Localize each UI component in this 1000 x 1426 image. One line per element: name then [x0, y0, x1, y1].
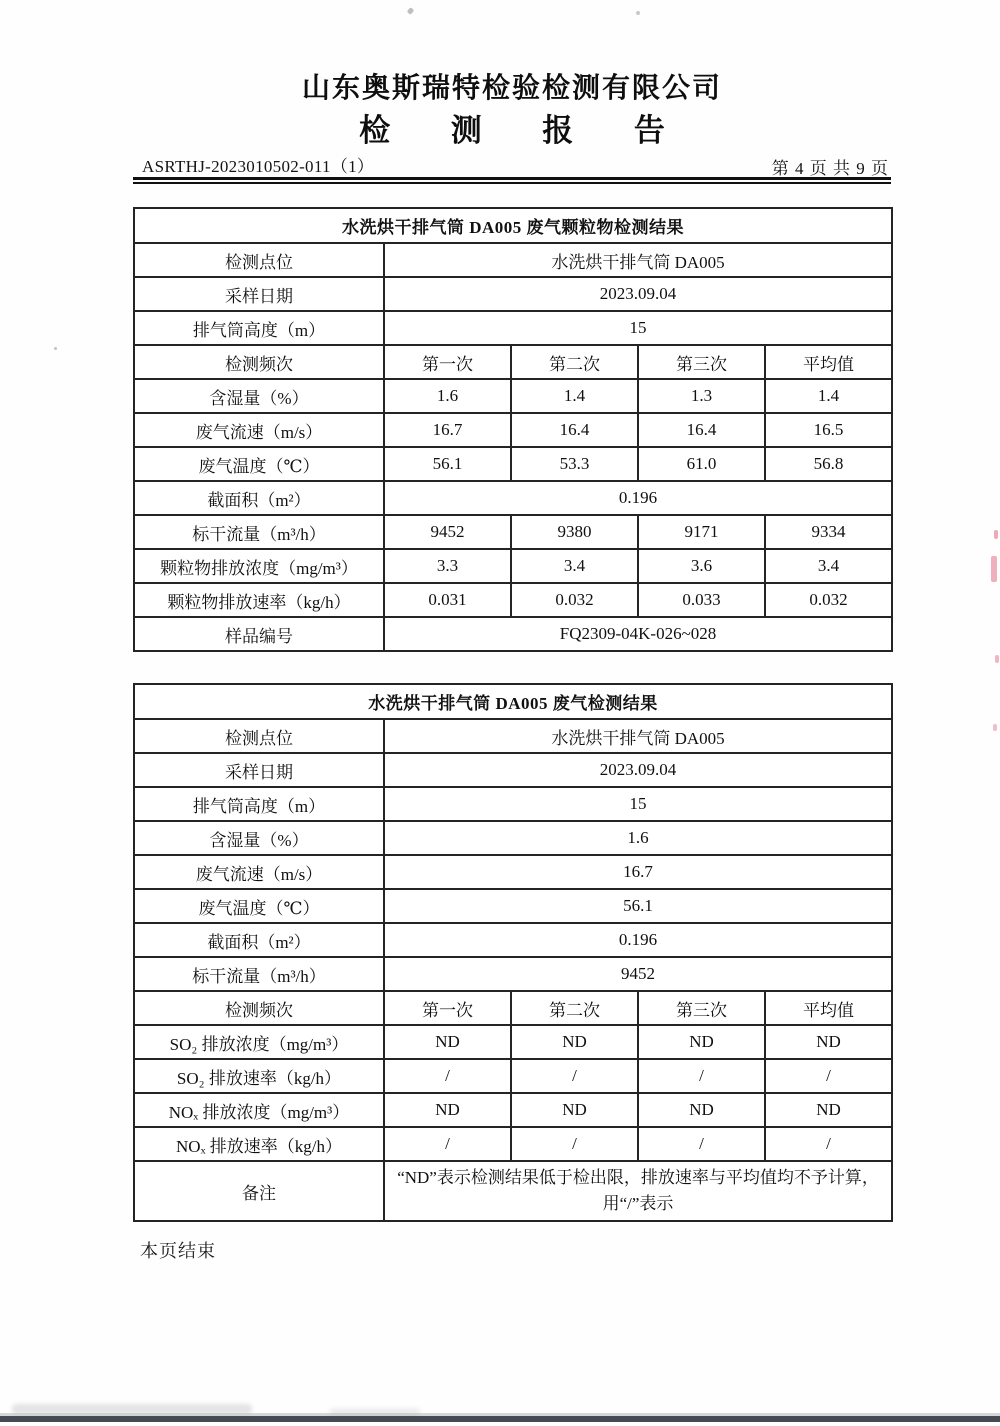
end-of-page-note: 本页结束	[140, 1241, 216, 1261]
cell-value: 2023.09.04	[384, 753, 892, 787]
cell-value: ND	[384, 1025, 511, 1059]
cell-value: 16.7	[384, 855, 892, 889]
cell-value: 9452	[384, 957, 892, 991]
company-name: 山东奥斯瑞特检验检测有限公司	[301, 72, 722, 103]
cell-value: 3.3	[384, 549, 511, 583]
cell-value: ND	[638, 1093, 765, 1127]
table-row	[134, 1059, 892, 1093]
column-header: 第二次	[511, 991, 638, 1025]
table-row	[134, 957, 892, 991]
table-row	[134, 311, 892, 345]
scan-speck	[407, 7, 415, 15]
table-row	[134, 991, 892, 1025]
cell-value: /	[384, 1127, 511, 1161]
table-row	[134, 1161, 892, 1221]
cell-value: ND	[638, 1025, 765, 1059]
row-label: 排气筒高度（m）	[134, 311, 384, 345]
row-label: 含湿量（%）	[134, 821, 384, 855]
cell-value: 56.1	[384, 447, 511, 481]
table-row	[134, 1093, 892, 1127]
header-meta-row	[133, 152, 891, 176]
cell-value: 0.031	[384, 583, 511, 617]
row-label: 样品编号	[134, 617, 384, 651]
table-title-row	[134, 208, 892, 243]
row-label: 检测点位	[134, 719, 384, 753]
row-label: NOₓ 排放速率（kg/h）	[134, 1127, 384, 1161]
cell-value: /	[511, 1127, 638, 1161]
row-label: 含湿量（%）	[134, 379, 384, 413]
row-label: 颗粒物排放浓度（mg/m³）	[134, 549, 384, 583]
cell-value: 1.6	[384, 379, 511, 413]
page-number: 第 4 页 共 9 页	[771, 159, 889, 178]
cell-value: /	[638, 1059, 765, 1093]
table-row	[134, 549, 892, 583]
cell-value: 0.032	[511, 583, 638, 617]
cell-value: ND	[511, 1093, 638, 1127]
cell-value: 9334	[765, 515, 892, 549]
red-stamp-bleed-mark	[994, 530, 998, 539]
table-row	[134, 753, 892, 787]
column-header: 第三次	[638, 991, 765, 1025]
cell-value: 1.4	[511, 379, 638, 413]
column-header: 第一次	[384, 991, 511, 1025]
cell-value: ND	[511, 1025, 638, 1059]
cell-value: 1.3	[638, 379, 765, 413]
cell-value: 56.8	[765, 447, 892, 481]
column-header: 平均值	[765, 345, 892, 379]
row-label: 采样日期	[134, 277, 384, 311]
cell-value: 1.4	[765, 379, 892, 413]
table-title: 水洗烘干排气筒 DA005 废气颗粒物检测结果	[134, 208, 892, 243]
red-stamp-bleed-mark	[991, 556, 997, 582]
cell-value: 16.5	[765, 413, 892, 447]
table-row	[134, 277, 892, 311]
table-row	[134, 821, 892, 855]
table-row	[134, 617, 892, 651]
cell-value: 0.033	[638, 583, 765, 617]
cell-value: 水洗烘干排气筒 DA005	[384, 719, 892, 753]
row-label: 颗粒物排放速率（kg/h）	[134, 583, 384, 617]
row-label: SO₂ 排放速率（kg/h）	[134, 1059, 384, 1093]
table-row	[134, 855, 892, 889]
table-row	[134, 379, 892, 413]
scanned-page-edge	[0, 1416, 1000, 1422]
remark-text: “ND”表示检测结果低于检出限，排放速率与平均值均不予计算，用“/”表示	[384, 1161, 892, 1221]
table-row	[134, 1025, 892, 1059]
cell-value: 9380	[511, 515, 638, 549]
cell-value: /	[765, 1059, 892, 1093]
cell-value: /	[765, 1127, 892, 1161]
table-row	[134, 583, 892, 617]
scan-speck	[636, 11, 640, 15]
red-stamp-bleed-mark	[995, 655, 999, 663]
table-row	[134, 481, 892, 515]
report-title: 检 测 报 告	[359, 113, 691, 148]
cell-value: 3.4	[765, 549, 892, 583]
row-label: 截面积（m²）	[134, 923, 384, 957]
cell-value: 2023.09.04	[384, 277, 892, 311]
column-header: 第三次	[638, 345, 765, 379]
table-row	[134, 923, 892, 957]
cell-value: 15	[384, 311, 892, 345]
scan-speck	[54, 347, 57, 350]
red-stamp-bleed-mark	[993, 724, 997, 731]
table-row	[134, 447, 892, 481]
table-title-row	[134, 684, 892, 719]
cell-value: ND	[765, 1093, 892, 1127]
table-row	[134, 787, 892, 821]
cell-value: 3.6	[638, 549, 765, 583]
row-label: 截面积（m²）	[134, 481, 384, 515]
row-label: 备注	[134, 1161, 384, 1221]
row-label: 标干流量（m³/h）	[134, 515, 384, 549]
row-label: SO₂ 排放浓度（mg/m³）	[134, 1025, 384, 1059]
cell-value: 15	[384, 787, 892, 821]
cell-value: 16.4	[638, 413, 765, 447]
cell-value: 16.4	[511, 413, 638, 447]
column-header: 平均值	[765, 991, 892, 1025]
table-row	[134, 1127, 892, 1161]
cell-value: /	[384, 1059, 511, 1093]
column-header: 第一次	[384, 345, 511, 379]
cell-value: ND	[765, 1025, 892, 1059]
cell-value: 3.4	[511, 549, 638, 583]
row-label: 采样日期	[134, 753, 384, 787]
table-row	[134, 413, 892, 447]
row-label: 废气流速（m/s）	[134, 855, 384, 889]
cell-value: 0.196	[384, 923, 892, 957]
cell-value: 水洗烘干排气筒 DA005	[384, 243, 892, 277]
cell-value: /	[511, 1059, 638, 1093]
exhaust-gas-results-table	[133, 683, 893, 1222]
cell-value: 16.7	[384, 413, 511, 447]
report-number: ASRTHJ-2023010502-011（1）	[142, 157, 375, 176]
row-label: 废气温度（℃）	[134, 447, 384, 481]
row-label: 标干流量（m³/h）	[134, 957, 384, 991]
cell-value: ND	[384, 1093, 511, 1127]
particulate-results-table	[133, 207, 893, 652]
row-label: NOₓ 排放浓度（mg/m³）	[134, 1093, 384, 1127]
row-label: 排气筒高度（m）	[134, 787, 384, 821]
table-row	[134, 243, 892, 277]
table-row	[134, 345, 892, 379]
table-row	[134, 889, 892, 923]
cell-value: 0.196	[384, 481, 892, 515]
row-label: 检测频次	[134, 345, 384, 379]
cell-value: 53.3	[511, 447, 638, 481]
row-label: 检测点位	[134, 243, 384, 277]
cell-value: 61.0	[638, 447, 765, 481]
cell-value: FQ2309-04K-026~028	[384, 617, 892, 651]
cell-value: 9171	[638, 515, 765, 549]
table-title: 水洗烘干排气筒 DA005 废气检测结果	[134, 684, 892, 719]
cell-value: 1.6	[384, 821, 892, 855]
column-header: 第二次	[511, 345, 638, 379]
row-label: 废气流速（m/s）	[134, 413, 384, 447]
row-label: 检测频次	[134, 991, 384, 1025]
cell-value: 0.032	[765, 583, 892, 617]
header-divider	[133, 177, 891, 180]
cell-value: 56.1	[384, 889, 892, 923]
cell-value: 9452	[384, 515, 511, 549]
row-label: 废气温度（℃）	[134, 889, 384, 923]
table-row	[134, 719, 892, 753]
cell-value: /	[638, 1127, 765, 1161]
table-row	[134, 515, 892, 549]
